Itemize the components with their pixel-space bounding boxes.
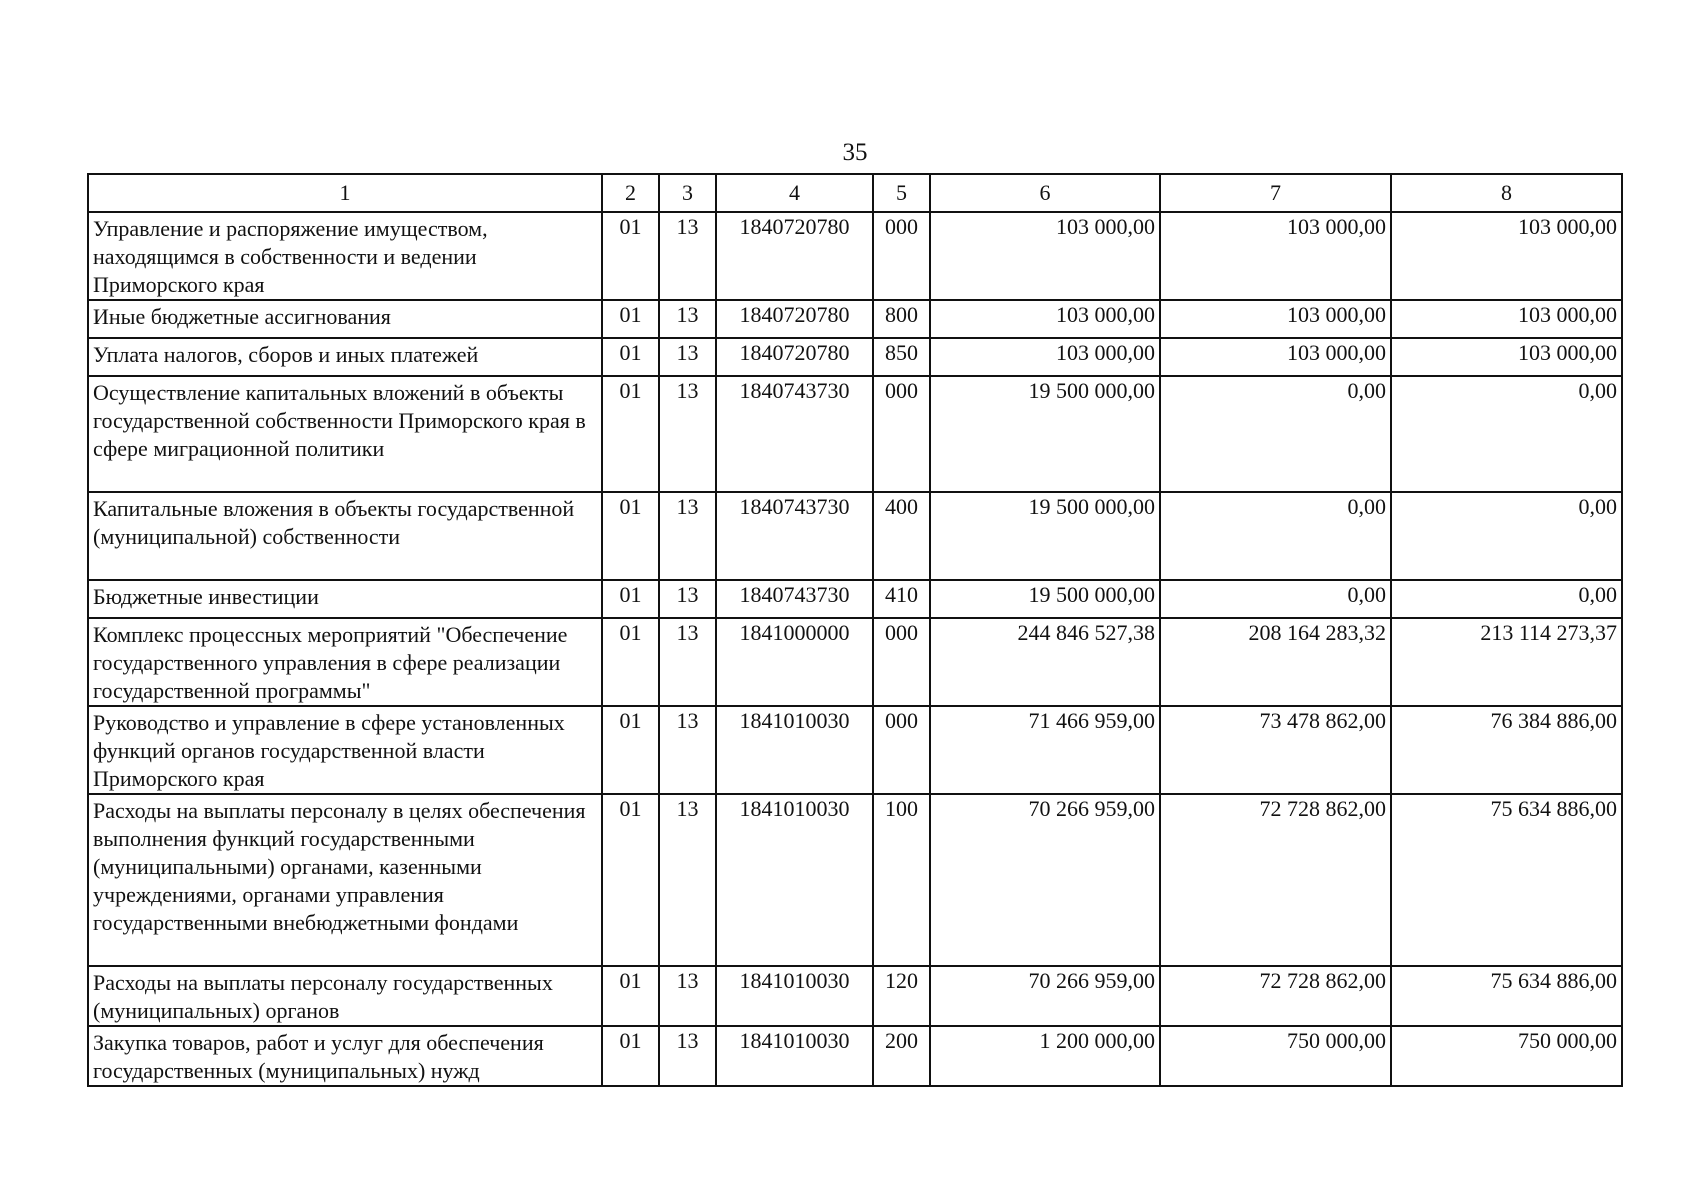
expense-type-code: 000 (873, 212, 930, 300)
target-code: 1840720780 (716, 300, 873, 338)
amount-col6: 103 000,00 (930, 338, 1160, 376)
amount-col8: 0,00 (1391, 376, 1622, 492)
target-code: 1841010030 (716, 966, 873, 1026)
amount-col8: 0,00 (1391, 580, 1622, 618)
amount-col8: 103 000,00 (1391, 338, 1622, 376)
section-code: 01 (602, 580, 659, 618)
target-code: 1841010030 (716, 706, 873, 794)
section-code: 01 (602, 338, 659, 376)
amount-col7: 103 000,00 (1160, 338, 1391, 376)
row-name: Закупка товаров, работ и услуг для обеспечения государственных (муниципальных) нужд (88, 1026, 602, 1086)
table-row (88, 300, 1622, 338)
amount-col8: 75 634 886,00 (1391, 966, 1622, 1026)
section-code: 01 (602, 1026, 659, 1086)
column-header: 7 (1160, 174, 1391, 212)
amount-col7: 72 728 862,00 (1160, 966, 1391, 1026)
expense-type-code: 200 (873, 1026, 930, 1086)
target-code: 1841010030 (716, 1026, 873, 1086)
row-name: Осуществление капитальных вложений в объекты государственной собственности Приморского края в сфере миграционной политики (88, 376, 602, 492)
subsection-code: 13 (659, 300, 716, 338)
subsection-code: 13 (659, 580, 716, 618)
amount-col7: 73 478 862,00 (1160, 706, 1391, 794)
table-row (88, 580, 1622, 618)
row-name: Расходы на выплаты персоналу государственных (муниципальных) органов (88, 966, 602, 1026)
amount-col6: 244 846 527,38 (930, 618, 1160, 706)
amount-col7: 72 728 862,00 (1160, 794, 1391, 966)
expense-type-code: 410 (873, 580, 930, 618)
header-row (88, 174, 1622, 212)
amount-col6: 70 266 959,00 (930, 794, 1160, 966)
table-row (88, 338, 1622, 376)
page-number: 35 (842, 139, 868, 166)
section-code: 01 (602, 966, 659, 1026)
target-code: 1841000000 (716, 618, 873, 706)
subsection-code: 13 (659, 618, 716, 706)
table-row (88, 376, 1622, 492)
subsection-code: 13 (659, 794, 716, 966)
section-code: 01 (602, 492, 659, 580)
expense-type-code: 400 (873, 492, 930, 580)
subsection-code: 13 (659, 966, 716, 1026)
subsection-code: 13 (659, 212, 716, 300)
amount-col6: 70 266 959,00 (930, 966, 1160, 1026)
section-code: 01 (602, 300, 659, 338)
table-row (88, 492, 1622, 580)
amount-col8: 75 634 886,00 (1391, 794, 1622, 966)
subsection-code: 13 (659, 1026, 716, 1086)
column-header: 5 (873, 174, 930, 212)
target-code: 1840743730 (716, 580, 873, 618)
amount-col7: 0,00 (1160, 492, 1391, 580)
section-code: 01 (602, 376, 659, 492)
table-row (88, 966, 1622, 1026)
row-name: Иные бюджетные ассигнования (88, 300, 602, 338)
amount-col7: 103 000,00 (1160, 212, 1391, 300)
expense-type-code: 800 (873, 300, 930, 338)
amount-col6: 103 000,00 (930, 212, 1160, 300)
expense-type-code: 120 (873, 966, 930, 1026)
row-name: Уплата налогов, сборов и иных платежей (88, 338, 602, 376)
row-name: Руководство и управление в сфере установленных функций органов государственной власти Приморского края (88, 706, 602, 794)
target-code: 1840743730 (716, 492, 873, 580)
row-name: Капитальные вложения в объекты государственной (муниципальной) собственности (88, 492, 602, 580)
table-row (88, 212, 1622, 300)
table-row (88, 706, 1622, 794)
expense-type-code: 000 (873, 618, 930, 706)
amount-col6: 19 500 000,00 (930, 376, 1160, 492)
column-header: 6 (930, 174, 1160, 212)
subsection-code: 13 (659, 376, 716, 492)
amount-col7: 750 000,00 (1160, 1026, 1391, 1086)
amount-col6: 71 466 959,00 (930, 706, 1160, 794)
column-header: 8 (1391, 174, 1622, 212)
subsection-code: 13 (659, 492, 716, 580)
row-name: Расходы на выплаты персоналу в целях обеспечения выполнения функций государственными (муниципальными) органами, казенными учреждениями, органами управления государственными внебюджетными фондами (88, 794, 602, 966)
expense-type-code: 100 (873, 794, 930, 966)
section-code: 01 (602, 706, 659, 794)
amount-col6: 19 500 000,00 (930, 492, 1160, 580)
subsection-code: 13 (659, 706, 716, 794)
target-code: 1840720780 (716, 212, 873, 300)
column-header: 4 (716, 174, 873, 212)
section-code: 01 (602, 794, 659, 966)
amount-col8: 103 000,00 (1391, 300, 1622, 338)
table-row (88, 794, 1622, 966)
target-code: 1840743730 (716, 376, 873, 492)
target-code: 1841010030 (716, 794, 873, 966)
column-header: 1 (88, 174, 602, 212)
expense-type-code: 850 (873, 338, 930, 376)
amount-col7: 0,00 (1160, 376, 1391, 492)
budget-table (87, 173, 1623, 1087)
section-code: 01 (602, 212, 659, 300)
row-name: Управление и распоряжение имуществом, находящимся в собственности и ведении Приморского края (88, 212, 602, 300)
subsection-code: 13 (659, 338, 716, 376)
amount-col8: 750 000,00 (1391, 1026, 1622, 1086)
column-header: 2 (602, 174, 659, 212)
amount-col8: 0,00 (1391, 492, 1622, 580)
expense-type-code: 000 (873, 706, 930, 794)
amount-col6: 103 000,00 (930, 300, 1160, 338)
amount-col7: 0,00 (1160, 580, 1391, 618)
table-row (88, 618, 1622, 706)
amount-col7: 208 164 283,32 (1160, 618, 1391, 706)
section-code: 01 (602, 618, 659, 706)
row-name: Бюджетные инвестиции (88, 580, 602, 618)
row-name: Комплекс процессных мероприятий "Обеспечение государственного управления в сфере реализации государственной программы" (88, 618, 602, 706)
amount-col6: 1 200 000,00 (930, 1026, 1160, 1086)
amount-col7: 103 000,00 (1160, 300, 1391, 338)
expense-type-code: 000 (873, 376, 930, 492)
table-row (88, 1026, 1622, 1086)
amount-col6: 19 500 000,00 (930, 580, 1160, 618)
amount-col8: 103 000,00 (1391, 212, 1622, 300)
amount-col8: 213 114 273,37 (1391, 618, 1622, 706)
amount-col8: 76 384 886,00 (1391, 706, 1622, 794)
column-header: 3 (659, 174, 716, 212)
target-code: 1840720780 (716, 338, 873, 376)
